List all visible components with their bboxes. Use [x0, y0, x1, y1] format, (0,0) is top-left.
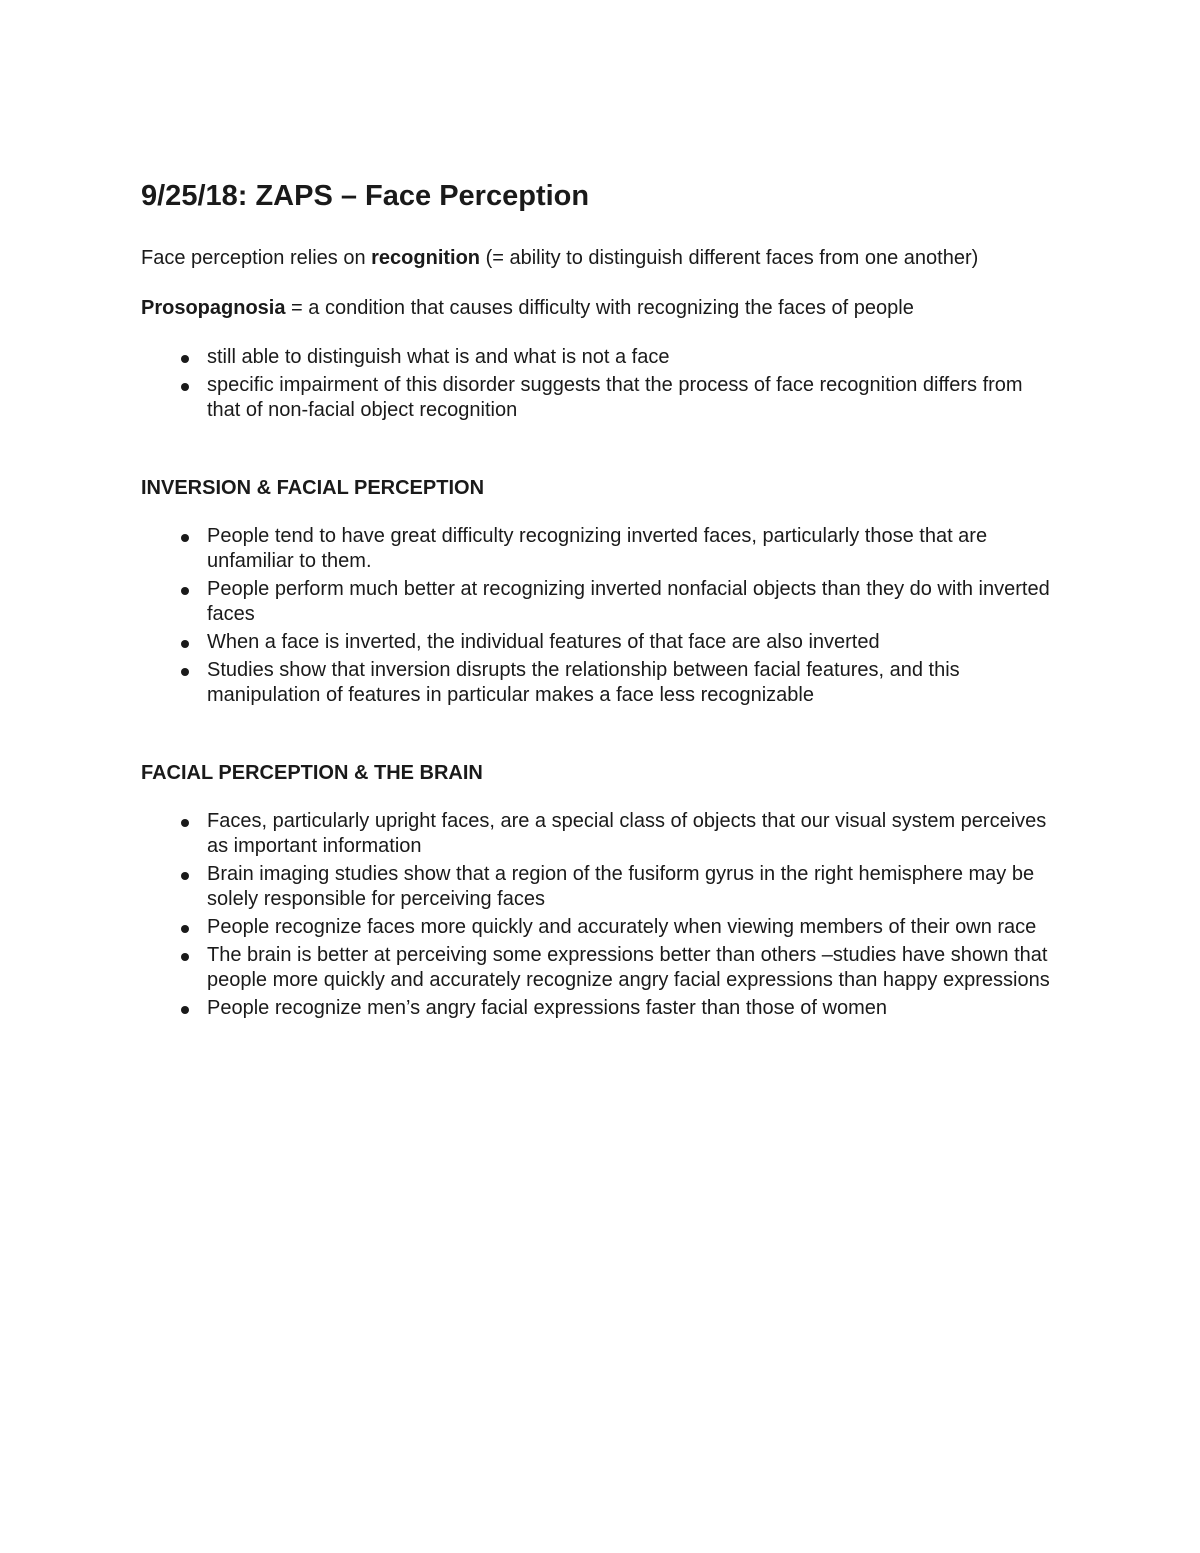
bullet-icon	[181, 1006, 189, 1014]
bullet-icon	[181, 587, 189, 595]
list-item	[141, 577, 1061, 627]
bullet-icon	[181, 383, 189, 391]
brain-list	[141, 809, 1061, 1021]
section-spacer	[141, 711, 1061, 761]
definition-text: = a condition that causes difficulty with recognizing the faces of people	[285, 297, 914, 319]
list-item	[141, 996, 1061, 1021]
list-item	[141, 658, 1061, 708]
list-item	[141, 943, 1061, 993]
bullet-icon	[181, 640, 189, 648]
bullet-icon	[181, 355, 189, 363]
list-item-text: Faces, particularly upright faces, are a special class of objects that our visual system perceives as important information	[207, 810, 1047, 857]
bullet-icon	[181, 953, 189, 961]
section-spacer	[141, 426, 1061, 476]
bullet-icon	[181, 819, 189, 827]
bullet-icon	[181, 872, 189, 880]
list-item	[141, 862, 1061, 912]
inversion-list	[141, 524, 1061, 708]
bullet-icon	[181, 668, 189, 676]
list-item-text: Studies show that inversion disrupts the relationship between facial features, and this manipulation of features in particular makes a face less recognizable	[207, 659, 960, 706]
section-heading-brain: FACIAL PERCEPTION & THE BRAIN	[141, 762, 483, 784]
list-item	[141, 524, 1061, 574]
intro-term: recognition	[371, 247, 481, 269]
bullet-icon	[181, 925, 189, 933]
list-item-text: specific impairment of this disorder suggests that the process of face recognition differs from that of non-facial object recognition	[207, 374, 1023, 421]
intro-paragraph	[141, 246, 1061, 271]
list-item-text: People recognize men’s angry facial expressions faster than those of women	[207, 997, 888, 1019]
document-title: 9/25/18: ZAPS – Face Perception	[141, 180, 590, 212]
prosopagnosia-list	[141, 345, 1061, 423]
section-heading-inversion: INVERSION & FACIAL PERCEPTION	[141, 477, 485, 499]
intro-text-after: (= ability to distinguish different faces from one another)	[480, 247, 979, 269]
list-item-text: People recognize faces more quickly and accurately when viewing members of their own race	[207, 916, 1037, 938]
list-item-text: People tend to have great difficulty recognizing inverted faces, particularly those that are unfamiliar to them.	[207, 525, 988, 572]
list-item-text: still able to distinguish what is and what is not a face	[207, 346, 670, 368]
list-item	[141, 915, 1061, 940]
bullet-icon	[181, 534, 189, 542]
list-item-text: When a face is inverted, the individual features of that face are also inverted	[207, 631, 880, 653]
definition-term: Prosopagnosia	[141, 297, 286, 319]
list-item	[141, 630, 1061, 655]
list-item-text: The brain is better at perceiving some expressions better than others –studies have shown that people more quickly and accurately recognize angry facial expressions than happy expressions	[207, 944, 1050, 991]
document-body	[141, 176, 1061, 1024]
list-item	[141, 345, 1061, 370]
list-item-text: Brain imaging studies show that a region of the fusiform gyrus in the right hemisphere may be solely responsible for perceiving faces	[207, 863, 1035, 910]
definition-paragraph	[141, 296, 1061, 321]
intro-text-before: Face perception relies on	[141, 247, 372, 269]
list-item	[141, 809, 1061, 859]
list-item	[141, 373, 1061, 423]
list-item-text: People perform much better at recognizing inverted nonfacial objects than they do with inverted faces	[207, 578, 1050, 625]
